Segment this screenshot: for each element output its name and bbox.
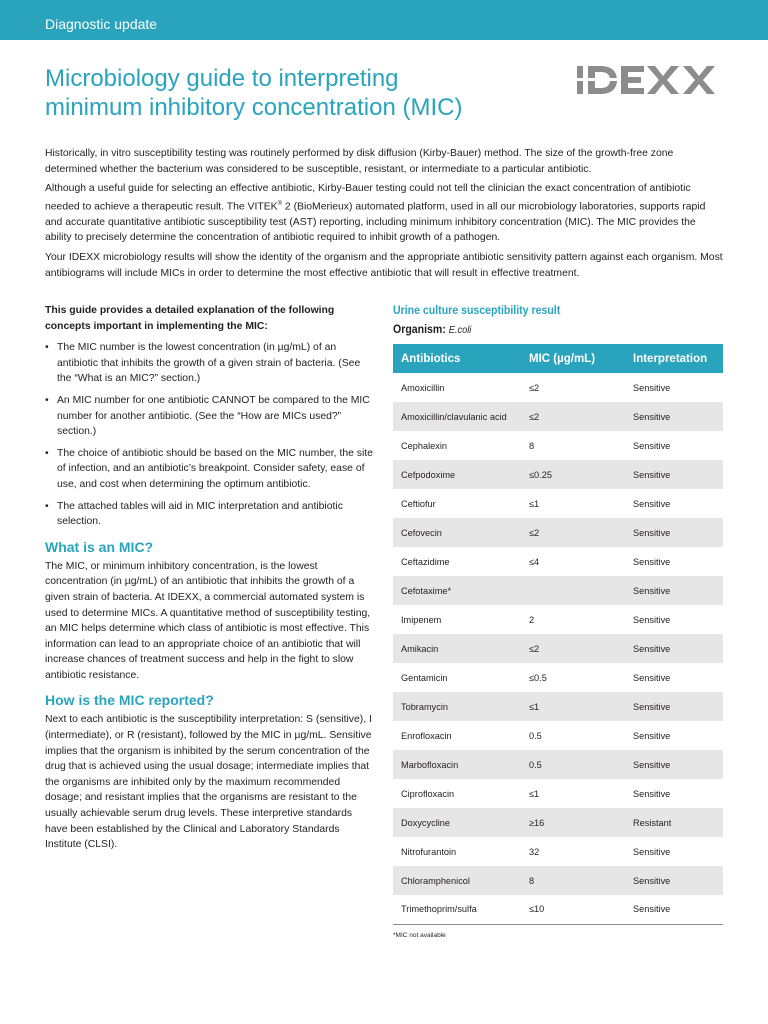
antibiotic-cell: Cefotaxime* xyxy=(393,576,521,605)
table-row xyxy=(393,431,723,460)
table-row xyxy=(393,692,723,721)
mic-cell: ≤2 xyxy=(529,382,540,393)
mic-cell: ≤1 xyxy=(529,788,540,799)
left-column xyxy=(45,303,375,857)
mic-cell xyxy=(521,576,625,605)
intro-paragraph-2: Although a useful guide for selecting an effective antibiotic, Kirby-Bauer testing could not tell the clinician the exact concentration of antibiotic needed to achieve a therapeutic result. The VITEK® 2 (BioMerieux) automated platform, used in all our microbiology laboratories, supports rapid and accurate quantitative antibiotic susceptibility test (AST) reporting, including minimum inhibitory concentration (MIC). The MIC provides the ability to precisely determine the concentration of antibiotic required to inhibit growth of a pathogen. xyxy=(45,183,706,244)
table-row xyxy=(393,808,723,837)
interpretation-cell: Sensitive xyxy=(625,518,723,547)
what-is-mic-body: The MIC, or minimum inhibitory concentration, is the lowest concentration (in µg/mL) of an antibiotic that inhibits the growth of a given strain of bacteria. At IDEXX, a commercial automated system is used to determine MICs. A quantitative method of susceptibility testing, an MIC helps determine which class of antibiotic is most effective. This information can lead to an appropriate choice of an antibiotic that will increase chances of treatment success and help in the fight to slow antibiotic resistance. xyxy=(45,560,371,681)
mic-cell: ≤0.25 xyxy=(521,460,625,489)
antibiotic-cell: Marbofloxacin xyxy=(393,750,521,779)
antibiotic-cell: Nitrofurantoin xyxy=(401,846,457,857)
antibiotic-cell: Amoxicillin/clavulanic acid xyxy=(393,402,521,431)
interpretation-cell: Sensitive xyxy=(633,730,671,741)
bullet-icon: • xyxy=(45,394,49,406)
interpretation-cell: Sensitive xyxy=(625,460,723,489)
table-row xyxy=(393,663,723,692)
table-row xyxy=(393,779,723,808)
mic-cell: ≤4 xyxy=(529,556,540,567)
table-row xyxy=(393,402,723,431)
interpretation-cell: Sensitive xyxy=(625,634,723,663)
mic-cell: 2 xyxy=(529,614,535,625)
table-row xyxy=(393,750,723,779)
intro-paragraph-3: Your IDEXX microbiology results will show the identity of the organism and the appropriate antibiotic sensitivity pattern against each organism. Most antibiograms will include MICs in order to determine the most effective antibiotic that will result in effective treatment. xyxy=(45,252,723,279)
how-reported-body: Next to each antibiotic is the susceptibility interpretation: S (sensitive), I (intermediate), or R (resistant), followed by the MIC in µg/mL. Sensitive implies that the organism is inhibited by the serum concentration of the drug that is achieved using the usual dosage; intermediate implies that the organisms are inhibited only by the maximum recommended dosage; and resistant implies that the organisms are resistant to the usually achievable serum drug levels. These interpretive standards have been established by the Clinical and Laboratory Standards Institute (CLSI). xyxy=(45,714,372,851)
intro-paragraph-1: Historically, in vitro susceptibility testing was routinely performed by disk diffusion (Kirby-Bauer) method. The size of the growth-free zone determined whether the bacterium was considered to be susceptible, resistant, or intermediate to a particular antibiotic. xyxy=(45,148,674,175)
interpretation-cell: Sensitive xyxy=(633,498,671,509)
mic-cell: ≥16 xyxy=(521,808,625,837)
list-item: • The choice of antibiotic should be based on the MIC number, the site of infection, and an antibiotic’s breakpoint. Consider safety, ease of use, and cost when determining the optimum antibiotic. xyxy=(45,447,373,490)
antibiotic-cell: Gentamicin xyxy=(401,672,448,683)
antibiotic-cell: Cefpodoxime xyxy=(393,460,521,489)
table-row xyxy=(393,547,723,576)
top-banner xyxy=(0,0,768,40)
interpretation-cell: Sensitive xyxy=(633,846,671,857)
susceptibility-panel xyxy=(393,303,723,915)
header-mic: MIC (µg/mL) xyxy=(521,344,625,373)
table-row xyxy=(393,721,723,750)
organism-label: Organism: xyxy=(393,322,446,336)
interpretation-cell: Sensitive xyxy=(625,576,723,605)
antibiotic-cell: Tobramycin xyxy=(393,692,521,721)
organism-value: E.coli xyxy=(448,324,472,336)
table-body xyxy=(393,373,723,924)
antibiotic-cell: Ciprofloxacin xyxy=(401,788,455,799)
mic-cell: ≤2 xyxy=(521,402,625,431)
what-is-mic-heading: What is an MIC? xyxy=(45,538,154,555)
list-item: • An MIC number for one antibiotic CANNOT be compared to the MIC number for another antibiotic. (See the “How are MICs used?” section.) xyxy=(45,394,370,438)
antibiotic-cell: Ceftazidime xyxy=(401,556,450,567)
culture-caption: Urine culture susceptibility result xyxy=(393,303,561,317)
concept-list xyxy=(45,340,375,530)
antibiotic-cell: Imipenem xyxy=(401,614,442,625)
mic-cell: ≤1 xyxy=(521,692,625,721)
bullet-icon: • xyxy=(45,447,49,459)
table-row xyxy=(393,373,723,402)
table-row xyxy=(393,489,723,518)
table-row xyxy=(393,576,723,605)
title-line-2: minimum inhibitory concentration (MIC) xyxy=(45,94,463,121)
mic-cell: 8 xyxy=(521,866,625,895)
mic-cell: ≤2 xyxy=(521,518,625,547)
antibiotic-cell: Cefovecin xyxy=(393,518,521,547)
antibiotic-cell: Chloramphenicol xyxy=(393,866,521,895)
interpretation-cell: Resistant xyxy=(625,808,723,837)
interpretation-cell: Sensitive xyxy=(633,556,671,567)
page-title xyxy=(45,64,525,122)
interpretation-cell: Sensitive xyxy=(633,440,671,451)
interpretation-cell: Sensitive xyxy=(625,750,723,779)
interpretation-cell: Sensitive xyxy=(633,788,671,799)
table-row xyxy=(393,605,723,634)
header-antibiotics: Antibiotics xyxy=(393,344,521,373)
antibiotic-cell: Trimethoprim/sulfa xyxy=(393,895,521,924)
antibiotic-cell: Amikacin xyxy=(393,634,521,663)
antibiotic-cell: Amoxicillin xyxy=(401,382,445,393)
interpretation-cell: Sensitive xyxy=(625,402,723,431)
table-header-row xyxy=(393,344,723,373)
interpretation-cell: Sensitive xyxy=(625,895,723,924)
table-row xyxy=(393,460,723,489)
mic-cell: ≤1 xyxy=(529,498,540,509)
antibiotic-cell: Ceftiofur xyxy=(401,498,436,509)
antibiotic-cell: Doxycycline xyxy=(393,808,521,837)
mic-table xyxy=(393,344,723,925)
header-interpretation: Interpretation xyxy=(625,344,723,373)
interpretation-cell: Sensitive xyxy=(625,866,723,895)
guide-intro: This guide provides a detailed explanation of the following concepts important in implementing the MIC: xyxy=(45,305,335,332)
bullet-icon: • xyxy=(45,500,49,512)
interpretation-cell: Sensitive xyxy=(633,672,671,683)
idexx-logo xyxy=(577,66,720,94)
mic-cell: 0.5 xyxy=(521,750,625,779)
mic-cell: ≤2 xyxy=(521,634,625,663)
table-footnote: *MIC not available xyxy=(393,932,446,939)
list-item: • The attached tables will aid in MIC interpretation and antibiotic selection. xyxy=(45,500,343,528)
mic-cell: 32 xyxy=(529,846,540,857)
interpretation-cell: Sensitive xyxy=(633,614,671,625)
mic-cell: ≤10 xyxy=(521,895,625,924)
bullet-icon: • xyxy=(45,342,49,354)
table-row xyxy=(393,518,723,547)
table-row xyxy=(393,634,723,663)
table-row xyxy=(393,837,723,866)
antibiotic-cell: Cephalexin xyxy=(401,440,447,451)
table-row xyxy=(393,866,723,895)
list-item: • The MIC number is the lowest concentration (in µg/mL) of an antibiotic that inhibits the growth of a given strain of bacteria. (See the “What is an MIC?” section.) xyxy=(45,342,361,385)
organism-line xyxy=(393,322,683,338)
title-line-1: Microbiology guide to interpreting xyxy=(45,65,399,92)
banner-label: Diagnostic update xyxy=(45,16,158,32)
table-row xyxy=(393,895,723,924)
mic-cell: 0.5 xyxy=(529,730,542,741)
antibiotic-cell: Enrofloxacin xyxy=(401,730,452,741)
mic-cell: 8 xyxy=(529,440,535,451)
interpretation-cell: Sensitive xyxy=(625,692,723,721)
how-reported-heading: How is the MIC reported? xyxy=(45,692,214,709)
interpretation-cell: Sensitive xyxy=(633,382,671,393)
mic-cell: ≤0.5 xyxy=(529,672,547,683)
